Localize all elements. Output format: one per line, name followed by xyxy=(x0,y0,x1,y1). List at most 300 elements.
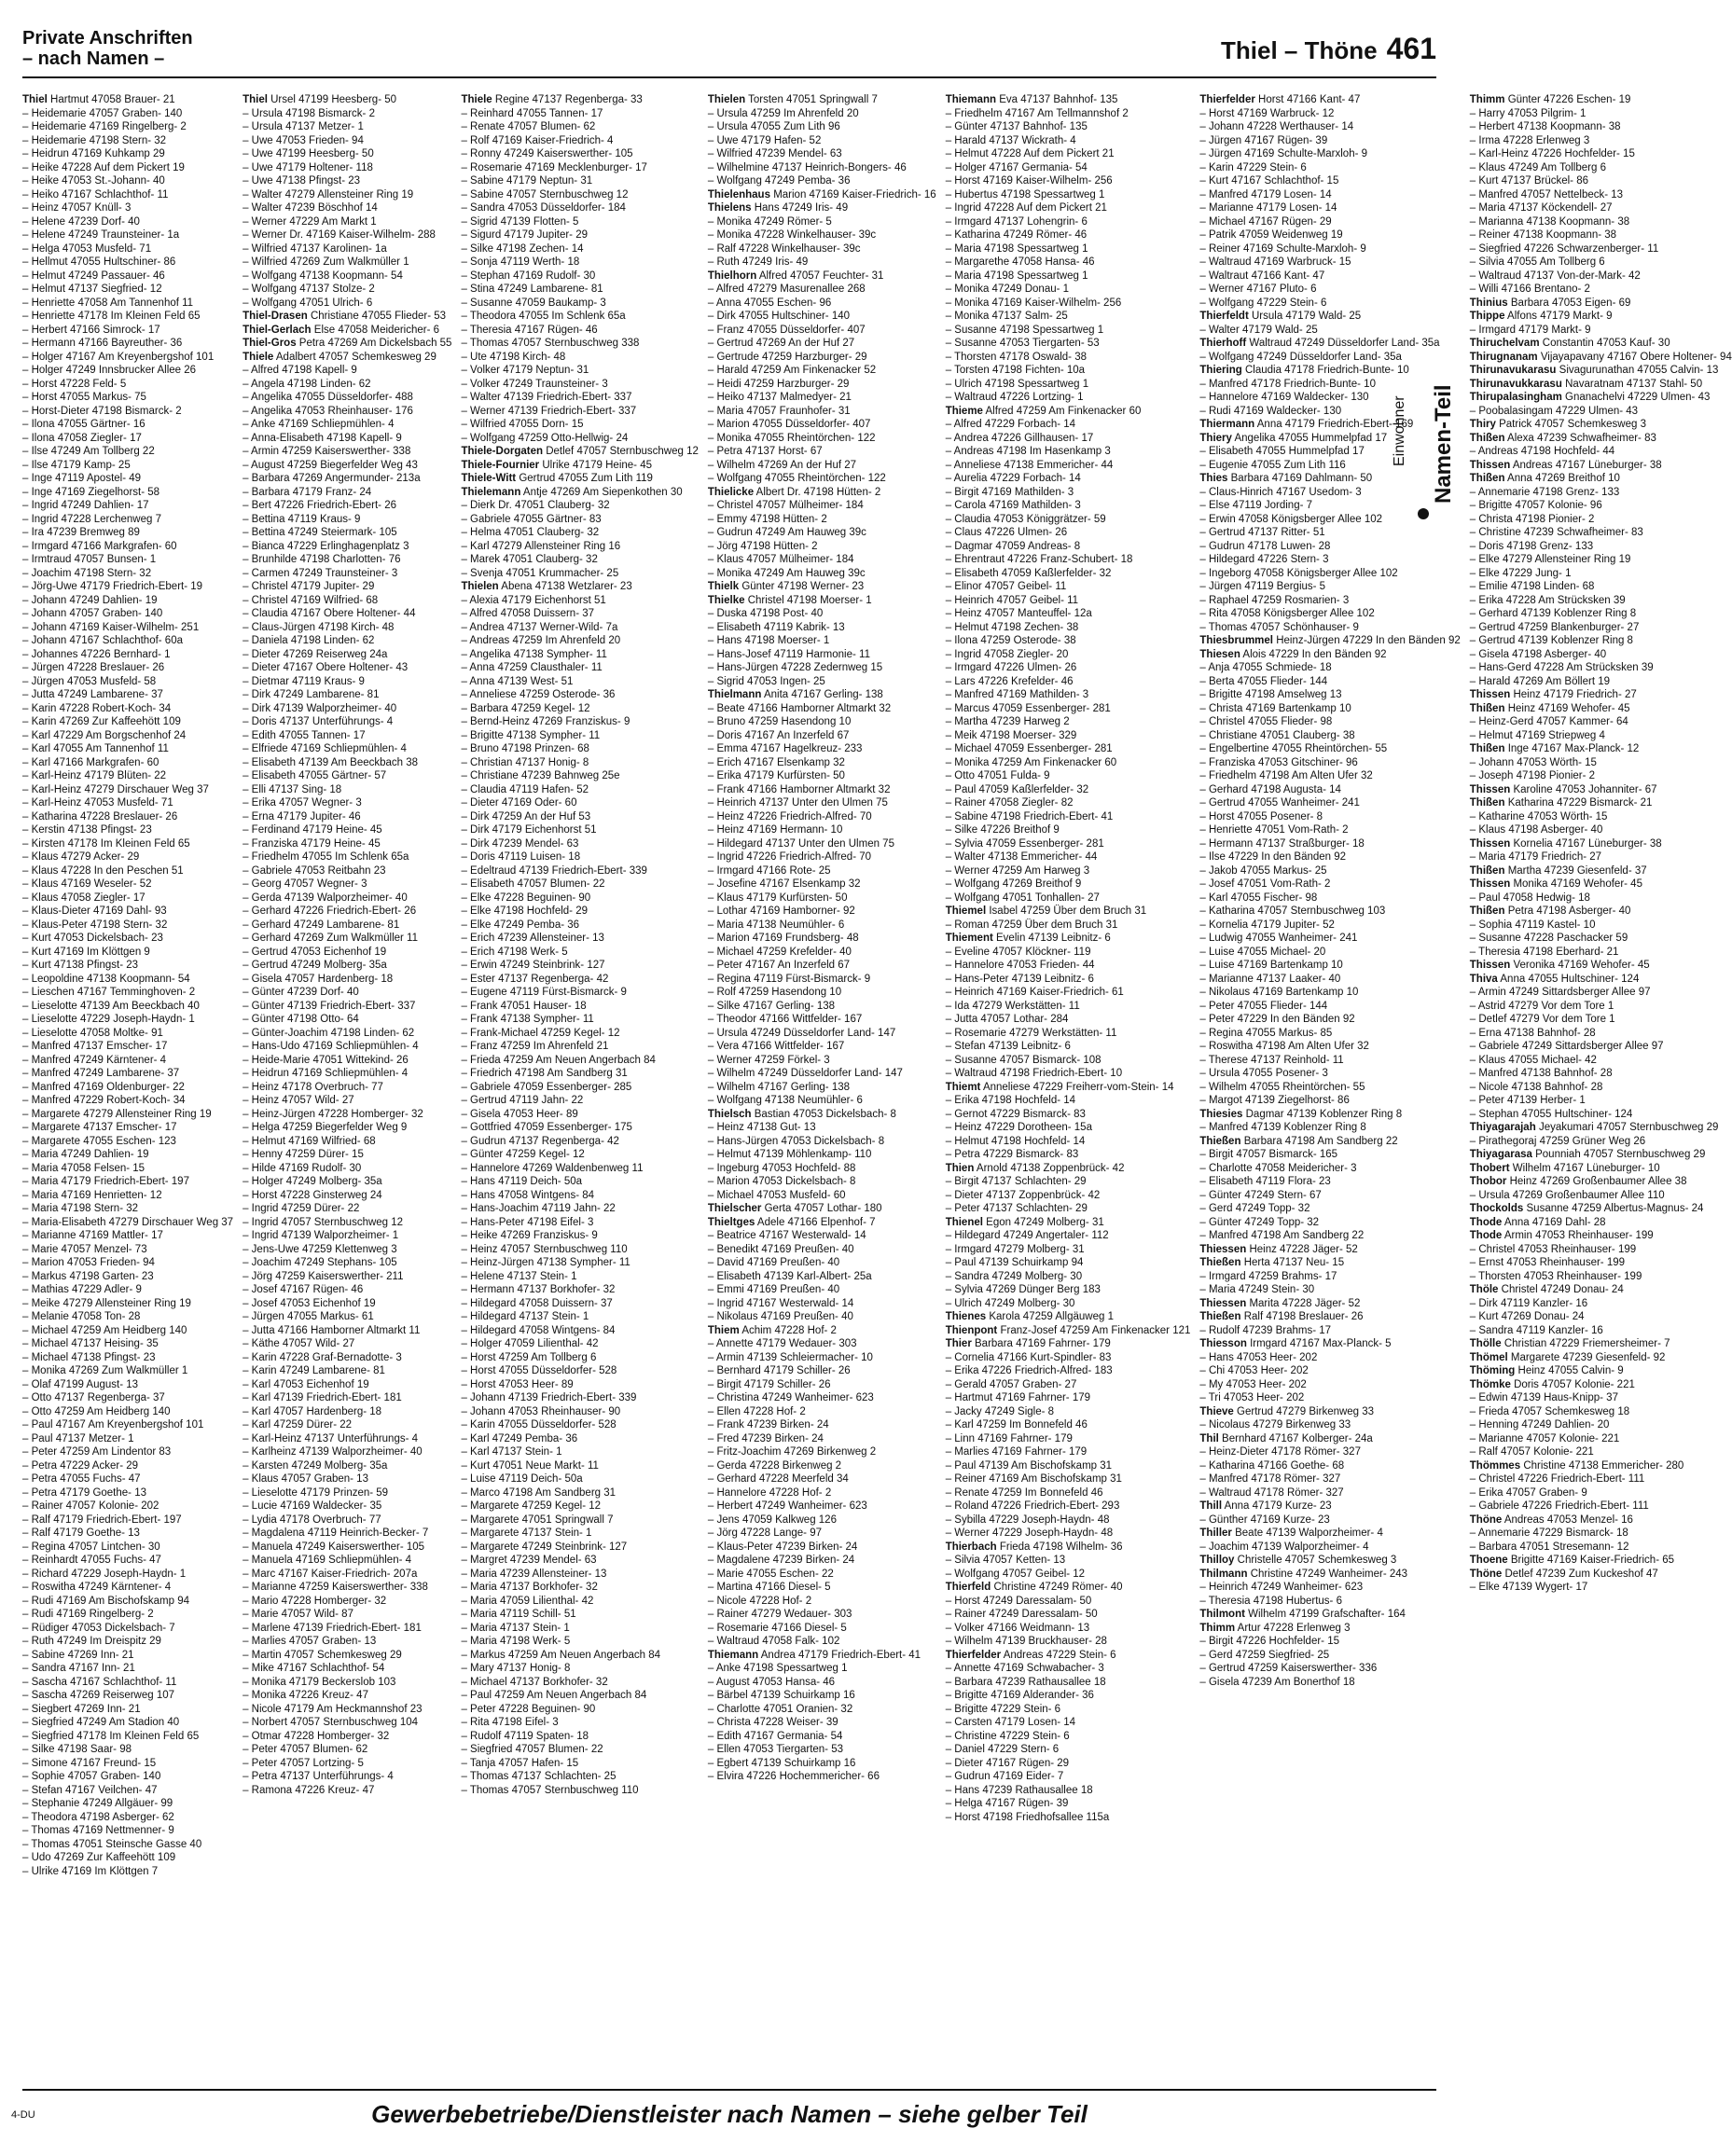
entry-text: Marion 47169 Kaiser-Friedrich- 16 xyxy=(773,188,936,200)
entry-text: – Elisabeth 47059 Kaßlerfelder- 32 xyxy=(945,567,1112,579)
entry-text: – Andreas 47259 Im Ahrenfeld 20 xyxy=(461,635,621,646)
directory-entry xyxy=(22,1743,233,1757)
directory-column xyxy=(242,93,451,2078)
directory-entry xyxy=(708,1432,936,1446)
entry-text: – Hartmut 47169 Fahrner- 179 xyxy=(945,1392,1091,1403)
directory-entry xyxy=(708,973,936,987)
directory-entry xyxy=(946,1229,1191,1243)
directory-entry xyxy=(242,1081,451,1095)
directory-entry xyxy=(1199,215,1460,229)
surname: Thißen xyxy=(1469,432,1505,444)
directory-entry xyxy=(708,1270,936,1284)
entry-text: – Karl 47249 Pemba- 36 xyxy=(461,1432,578,1444)
entry-text: – Nikolaus 47169 Bartenkamp 10 xyxy=(1199,987,1359,998)
entry-text: – Wilhelm 47249 Düsseldorfer Land- 147 xyxy=(707,1068,903,1079)
entry-text: – Ursula 47137 Metzer- 1 xyxy=(242,121,364,132)
directory-entry xyxy=(1199,1418,1460,1432)
entry-text: – Marc 47167 Kaiser-Friedrich- 207a xyxy=(242,1568,418,1580)
entry-text: – Ursula 47198 Bismarck- 2 xyxy=(242,107,375,119)
entry-text: – Wilfried 47269 Zum Walkmüller 1 xyxy=(242,256,409,268)
directory-entry xyxy=(22,1013,233,1027)
surname: Thißen xyxy=(1469,905,1505,917)
directory-entry xyxy=(22,120,233,134)
entry-text: – Margot 47139 Ziegelhorst- 86 xyxy=(1199,1095,1350,1106)
directory-entry xyxy=(1470,986,1732,1000)
entry-text: – Silke 47167 Gerling- 138 xyxy=(707,1000,836,1012)
directory-entry xyxy=(461,459,698,473)
entry-text: – Jacky 47249 Sigle- 8 xyxy=(945,1405,1055,1417)
entry-text: – Ira 47239 Bremweg 89 xyxy=(22,527,140,538)
entry-text: – Johann 47053 Wörth- 15 xyxy=(1469,756,1597,768)
entry-text: – Gerhard 47249 Lambarene- 81 xyxy=(242,919,400,931)
entry-text: – Wolfgang 47051 Tonhallen- 27 xyxy=(945,891,1100,904)
entry-text: – Svenja 47051 Krummacher- 25 xyxy=(461,567,619,579)
entry-text: – Johann 47167 Schlachthof- 60a xyxy=(22,635,183,646)
directory-entry xyxy=(1199,1081,1460,1095)
directory-entry xyxy=(461,1378,698,1392)
directory-entry xyxy=(461,526,698,540)
directory-entry xyxy=(708,1418,936,1432)
entry-text: – Claudia 47053 Königgrätzer- 59 xyxy=(945,513,1106,525)
directory-entry xyxy=(946,742,1191,756)
entry-text: – Günter 47239 Dorf- 40 xyxy=(242,987,359,998)
entry-text: Gerta 47057 Lothar- 180 xyxy=(764,1203,882,1214)
directory-entry xyxy=(1470,378,1732,392)
directory-entry xyxy=(242,946,451,960)
directory-entry xyxy=(22,1270,233,1284)
directory-entry xyxy=(1199,256,1460,270)
entry-text: – Anke 47198 Spessartweg 1 xyxy=(707,1663,848,1674)
directory-entry xyxy=(242,932,451,946)
directory-entry xyxy=(22,1000,233,1014)
entry-text: – Günter 47139 Friedrich-Ebert- 337 xyxy=(242,1000,416,1012)
name-range xyxy=(1221,32,1436,66)
entry-text: – Henny 47259 Dürer- 15 xyxy=(242,1149,364,1160)
entry-text: – Christel 47055 Flieder- 98 xyxy=(1199,716,1333,727)
directory-entry xyxy=(946,391,1191,405)
entry-text: – Christine 47229 Stein- 6 xyxy=(945,1730,1070,1742)
directory-entry xyxy=(22,621,233,635)
entry-text: Ursel 47199 Heesberg- 50 xyxy=(270,94,397,105)
entry-text: Regine 47137 Regenberga- 33 xyxy=(494,94,643,105)
entry-text: – Heinz 47057 Knüll- 3 xyxy=(22,202,132,214)
entry-text: – Elisabeth 47055 Hummelpfad 17 xyxy=(1199,446,1365,457)
directory-entry xyxy=(708,1189,936,1203)
directory-entry xyxy=(22,1135,233,1149)
entry-text: – Kurt 47138 Pfingst- 23 xyxy=(22,960,139,971)
entry-text: – Karl 47137 Stein- 1 xyxy=(461,1446,562,1458)
directory-entry xyxy=(1199,1094,1460,1108)
directory-entry xyxy=(22,270,233,283)
entry-text: Detlef 47057 Sternbuschweg 12 xyxy=(546,446,699,457)
surname: Thilmont xyxy=(1199,1609,1245,1620)
directory-entry xyxy=(946,215,1191,229)
entry-text: – Werner Dr. 47169 Kaiser-Wilhelm- 288 xyxy=(242,229,436,241)
directory-entry xyxy=(242,1486,451,1500)
entry-text: – Holger 47249 Molberg- 35a xyxy=(242,1176,382,1187)
entry-text: – Otmar 47228 Homberger- 32 xyxy=(242,1730,390,1742)
surname: Thiyagarajah xyxy=(1469,1122,1536,1133)
entry-text: – Erika 47057 Graben- 9 xyxy=(1469,1486,1587,1499)
entry-text: – Johann 47139 Friedrich-Ebert- 339 xyxy=(461,1392,637,1403)
directory-entry xyxy=(22,147,233,161)
entry-text: – Ingeborg 47058 Königsberger Allee 102 xyxy=(1199,567,1398,579)
entry-text: – Johann 47057 Graben- 140 xyxy=(22,608,163,619)
directory-entry xyxy=(946,688,1191,702)
entry-text: Andrea 47179 Friedrich-Ebert- 41 xyxy=(760,1649,921,1661)
directory-entry xyxy=(1199,742,1460,756)
directory-entry xyxy=(242,1622,451,1636)
directory-entry xyxy=(946,1202,1191,1216)
directory-entry xyxy=(1470,1054,1732,1068)
directory-entry xyxy=(242,742,451,756)
directory-entry xyxy=(1199,1445,1460,1459)
directory-entry xyxy=(946,1581,1191,1595)
entry-text: – Brigitte 47169 Alderander- 36 xyxy=(945,1690,1094,1701)
directory-entry xyxy=(708,1459,936,1473)
entry-text: – Karin 47228 Robert-Koch- 34 xyxy=(22,702,172,714)
entry-text: – Gertrud 47249 Molberg- 35a xyxy=(242,960,387,971)
entry-text: – Frank 47051 Hauser- 18 xyxy=(461,1000,587,1012)
entry-text: – Wilhelm 47269 An der Huf 27 xyxy=(707,459,857,471)
entry-text: Barbara 47169 Fahrner- 179 xyxy=(975,1338,1111,1349)
directory-entry xyxy=(946,1730,1191,1744)
entry-text: – Frank 47138 Sympher- 11 xyxy=(461,1014,594,1025)
entry-text: Beate 47139 Walporzheimer- 4 xyxy=(1235,1527,1383,1539)
entry-text: – Heinz 47138 Gut- 13 xyxy=(707,1122,816,1133)
entry-text: – Richard 47229 Joseph-Haydn- 1 xyxy=(22,1568,187,1580)
directory-entry xyxy=(1199,959,1460,973)
entry-text: – Theodora 47198 Asberger- 62 xyxy=(22,1811,174,1823)
entry-text: – Horst 47053 Heer- 89 xyxy=(461,1378,574,1390)
entry-text: – Lieselotte 47179 Prinzen- 59 xyxy=(242,1486,389,1499)
entry-text: – Uwe 47199 Heesberg- 50 xyxy=(242,148,374,159)
directory-entry xyxy=(1470,1405,1732,1419)
entry-text: – Klaus 47055 Michael- 42 xyxy=(1469,1054,1597,1066)
directory-entry xyxy=(1199,1256,1460,1270)
entry-text: – Helga 47259 Biegerfelder Weg 9 xyxy=(242,1122,408,1133)
entry-text: – Wolfgang 47138 Koopmann- 54 xyxy=(242,270,403,282)
entry-text: – Horst 47169 Kaiser-Wilhelm- 256 xyxy=(945,175,1113,187)
entry-text: – Margret 47239 Mendel- 63 xyxy=(461,1555,597,1566)
directory-entry xyxy=(708,946,936,960)
surname: Thiemt xyxy=(945,1081,981,1093)
directory-entry xyxy=(1199,1568,1460,1582)
surname: Thiel xyxy=(22,94,48,105)
directory-entry xyxy=(242,526,451,540)
entry-text: – Michael 47259 Am Heidberg 140 xyxy=(22,1324,187,1336)
directory-entry xyxy=(708,1770,936,1784)
entry-text: – Gertrud 47139 Koblenzer Ring 8 xyxy=(1469,635,1633,646)
directory-entry xyxy=(708,878,936,891)
directory-entry xyxy=(461,215,698,229)
entry-text: – Alfred 47198 Kapell- 9 xyxy=(242,365,357,376)
directory-entry xyxy=(461,1432,698,1446)
directory-entry xyxy=(242,769,451,783)
entry-text: – Udo 47269 Zur Kaffeehött 109 xyxy=(22,1852,176,1863)
entry-text: – Charlotte 47058 Meidericher- 3 xyxy=(1199,1162,1357,1174)
entry-text: – Sonja 47119 Werth- 18 xyxy=(461,256,580,268)
entry-text: – Heide-Marie 47051 Wittekind- 26 xyxy=(242,1054,409,1066)
entry-text: – Rainer 47057 Kolonie- 202 xyxy=(22,1500,159,1512)
entry-text: – Uwe 47138 Pfingst- 23 xyxy=(242,175,361,187)
entry-text: – Rudi 47169 Ringelberg- 2 xyxy=(22,1609,154,1620)
entry-text: – Raphael 47259 Rosmarien- 3 xyxy=(1199,594,1350,606)
entry-text: – Ilse 47249 Am Tollberg 22 xyxy=(22,446,155,457)
directory-entry xyxy=(1199,973,1460,987)
entry-text: – Beatrice 47167 Westerwald- 14 xyxy=(707,1230,866,1241)
entry-text: – Wilhelmine 47137 Heinrich-Bongers- 46 xyxy=(707,161,907,173)
entry-text: – Marianne 47179 Losen- 14 xyxy=(1199,202,1337,214)
directory-entry xyxy=(1199,796,1460,810)
directory-entry xyxy=(946,188,1191,202)
directory-entry xyxy=(22,161,233,175)
directory-entry xyxy=(461,1622,698,1636)
surname: Thimm xyxy=(1469,94,1505,105)
directory-entry xyxy=(1470,634,1732,648)
directory-entry xyxy=(242,228,451,242)
entry-text: – Gerda 47139 Walporzheimer- 40 xyxy=(242,891,408,904)
directory-entry xyxy=(946,459,1191,473)
entry-text: – Kurt 47169 Im Klöttgen 9 xyxy=(22,946,150,958)
directory-entry xyxy=(1470,1581,1732,1595)
entry-text: – Ingrid 47167 Westerwald- 14 xyxy=(707,1297,854,1309)
entry-text: – Lieselotte 47139 Am Beeckbach 40 xyxy=(22,1000,200,1012)
entry-text: – Bianca 47229 Erlinghagenplatz 3 xyxy=(242,540,409,552)
entry-text: – Marion 47055 Düsseldorfer- 407 xyxy=(707,419,871,430)
surname: Thiruchelvam xyxy=(1469,338,1540,349)
directory-entry xyxy=(22,986,233,1000)
directory-entry xyxy=(946,1622,1191,1636)
entry-text: – Reiner 47169 Schulte-Marxloh- 9 xyxy=(1199,242,1366,255)
directory-entry xyxy=(22,1676,233,1690)
entry-text: – Irmgard 47259 Brahms- 17 xyxy=(1199,1270,1337,1282)
directory-entry xyxy=(1199,107,1460,121)
directory-entry xyxy=(1470,932,1732,946)
entry-text: – Susanne 47198 Spessartweg 1 xyxy=(945,324,1104,336)
directory-entry xyxy=(242,675,451,689)
entry-text: – Paul 47137 Metzer- 1 xyxy=(22,1432,134,1444)
entry-text: – Herbert 47249 Wanheimer- 623 xyxy=(707,1500,867,1512)
entry-text: – Armin 47259 Kaiserswerther- 338 xyxy=(242,446,411,457)
entry-text: – Ursula 47055 Posener- 3 xyxy=(1199,1068,1328,1079)
entry-text: – Jürgen 47055 Markus- 61 xyxy=(242,1311,374,1322)
directory-entry xyxy=(22,1581,233,1595)
entry-text: – Maria 47198 Stern- 32 xyxy=(22,1203,139,1214)
directory-entry xyxy=(461,337,698,351)
directory-entry xyxy=(461,1635,698,1649)
entry-text: – Johann 47169 Kaiser-Wilhelm- 251 xyxy=(22,621,200,633)
directory-entry xyxy=(708,405,936,419)
entry-text: – Helmut 47169 Wilfried- 68 xyxy=(242,1135,376,1147)
entry-text: – Günter 47259 Kegel- 12 xyxy=(461,1149,585,1160)
entry-text: – Sophia 47119 Kastel- 10 xyxy=(1469,919,1596,931)
directory-entry xyxy=(1470,661,1732,675)
directory-entry xyxy=(1199,823,1460,837)
directory-entry xyxy=(242,1432,451,1446)
entry-text: – Inge 47169 Ziegelhorst- 58 xyxy=(22,486,160,498)
directory-entry xyxy=(461,864,698,878)
entry-text: – Emmi 47169 Preußen- 40 xyxy=(707,1284,840,1295)
entry-text: – Paul 47059 Kaßlerfelder- 32 xyxy=(945,783,1089,795)
entry-text: Artur 47228 Erlenweg 3 xyxy=(1237,1622,1351,1634)
entry-text: – Hans 47119 Deich- 50a xyxy=(461,1176,583,1187)
directory-entry xyxy=(1199,1054,1460,1068)
directory-entry xyxy=(461,161,698,175)
directory-entry xyxy=(946,337,1191,351)
entry-text: – Inge 47119 Apostel- 49 xyxy=(22,473,142,484)
entry-text: – Renate 47259 Im Bonnefeld 46 xyxy=(945,1486,1103,1499)
surname: Thissen xyxy=(1469,837,1511,850)
entry-text: – Dieter 47169 Oder- 60 xyxy=(461,797,577,808)
entry-text: Adele 47166 Elpenhof- 7 xyxy=(756,1216,876,1228)
directory-entry xyxy=(1199,756,1460,770)
entry-text: – Barbara 47259 Kegel- 12 xyxy=(461,702,590,714)
entry-text: – Karl-Heinz 47226 Hochfelder- 15 xyxy=(1469,148,1635,159)
directory-entry xyxy=(1470,297,1732,311)
directory-entry xyxy=(1199,1595,1460,1609)
entry-text: – Erika 47057 Wegner- 3 xyxy=(242,797,362,808)
directory-entry xyxy=(946,919,1191,933)
directory-entry xyxy=(708,1229,936,1243)
directory-entry xyxy=(1470,270,1732,283)
directory-entry xyxy=(1470,1324,1732,1338)
entry-text: – Regina 47119 Fürst-Bismarck- 9 xyxy=(707,973,871,985)
entry-text: Achim 47228 Hof- 2 xyxy=(741,1324,837,1336)
directory-entry xyxy=(22,107,233,121)
directory-entry xyxy=(1470,823,1732,837)
directory-entry xyxy=(1470,1243,1732,1257)
directory-entry xyxy=(946,1175,1191,1189)
directory-entry xyxy=(708,810,936,824)
entry-text: – Ernst 47053 Rheinhauser- 199 xyxy=(1469,1257,1626,1268)
directory-entry xyxy=(461,147,698,161)
directory-entry xyxy=(708,459,936,473)
entry-text: – Klaus 47169 Weseler- 52 xyxy=(22,878,152,890)
directory-entry xyxy=(946,432,1191,446)
entry-text: – Mathias 47229 Adler- 9 xyxy=(22,1284,142,1295)
directory-entry xyxy=(708,228,936,242)
entry-text: – Waltraud 47058 Falk- 102 xyxy=(707,1636,840,1647)
entry-text: – Markus 47198 Garten- 23 xyxy=(22,1270,154,1282)
directory-entry xyxy=(1199,905,1460,919)
surname: Thienpont xyxy=(945,1324,998,1336)
entry-text: Wilhelm 47199 Grafschafter- 164 xyxy=(1248,1609,1406,1620)
footer-note: Gewerbebetriebe/Dienstleister nach Namen – siehe gelber Teil xyxy=(371,2100,1088,2128)
entry-text: – Hildegard 47226 Stern- 3 xyxy=(1199,554,1329,565)
surname: Thierfeldt xyxy=(1199,311,1249,322)
directory-entry xyxy=(22,1689,233,1703)
directory-entry xyxy=(242,147,451,161)
directory-entry xyxy=(946,796,1191,810)
directory-entry xyxy=(708,634,936,648)
directory-entry xyxy=(22,1121,233,1135)
directory-entry xyxy=(22,1824,233,1838)
entry-text: – Hildegard 47058 Wintgens- 84 xyxy=(461,1324,616,1336)
entry-text: – Karl 47139 Friedrich-Ebert- 181 xyxy=(242,1392,402,1403)
entry-text: Gertrud 47279 Birkenweg 33 xyxy=(1237,1405,1375,1417)
directory-entry xyxy=(946,1013,1191,1027)
surname: Thobor xyxy=(1469,1176,1507,1187)
directory-entry xyxy=(1199,1067,1460,1081)
entry-text: – Rudolf 47119 Spaten- 18 xyxy=(461,1730,589,1742)
directory-entry xyxy=(461,270,698,283)
entry-text: Alfred 47057 Feuchter- 31 xyxy=(758,270,884,282)
entry-text: – Klaus 47279 Acker- 29 xyxy=(22,851,140,863)
entry-text: – Edwin 47139 Haus-Knipp- 37 xyxy=(1469,1392,1618,1403)
directory-entry xyxy=(461,378,698,392)
entry-text: – Gerhard 47139 Koblenzer Ring 8 xyxy=(1469,608,1637,619)
directory-entry xyxy=(1199,607,1460,621)
entry-text: Patrick 47057 Schemkesweg 3 xyxy=(1499,419,1646,430)
entry-text: – Katharina 47166 Goethe- 68 xyxy=(1199,1459,1345,1472)
directory-entry xyxy=(242,567,451,581)
directory-entry xyxy=(946,580,1191,594)
directory-entry xyxy=(22,1310,233,1324)
page-number: 461 xyxy=(1386,32,1436,65)
entry-text: – Reiner 47169 Am Bischofskamp 31 xyxy=(945,1473,1122,1485)
entry-text: – Hans-Peter 47198 Eifel- 3 xyxy=(461,1216,594,1228)
directory-entry xyxy=(242,1554,451,1568)
directory-entry xyxy=(242,93,451,107)
directory-entry xyxy=(1470,513,1732,527)
entry-text: – Helmut 47249 Passauer- 46 xyxy=(22,270,165,282)
surname: Thissen xyxy=(1469,689,1511,700)
directory-entry xyxy=(1470,499,1732,513)
directory-entry xyxy=(1199,946,1460,960)
entry-text: – Elisabeth 47057 Blumen- 22 xyxy=(461,878,605,890)
entry-text: – Marlene 47139 Friedrich-Ebert- 181 xyxy=(242,1622,422,1634)
entry-text: – Hans-Josef 47119 Harmonie- 11 xyxy=(707,648,870,660)
directory-entry xyxy=(708,702,936,716)
entry-text: – Manfred 47178 Friedrich-Bunte- 10 xyxy=(1199,378,1376,390)
entry-text: Kornelia 47167 Lüneburger- 38 xyxy=(1513,837,1662,850)
directory-entry xyxy=(1470,1229,1732,1243)
entry-text: – Christiane 47239 Bahnweg 25e xyxy=(461,770,620,781)
directory-entry xyxy=(946,594,1191,608)
directory-entry xyxy=(461,297,698,311)
entry-text: – Maria 47239 Allensteiner- 13 xyxy=(461,1568,607,1580)
directory-entry xyxy=(461,729,698,743)
entry-text: – Kurt 47137 Brückel- 86 xyxy=(1469,175,1588,187)
directory-entry xyxy=(946,702,1191,716)
entry-text: Waltraud 47249 Düsseldorfer Land- 35a xyxy=(1249,338,1440,349)
surname: Thienes xyxy=(945,1311,987,1322)
entry-text: – Maria 47137 Köckendell- 27 xyxy=(1469,202,1613,214)
entry-text: – Engelbertine 47055 Rheintörchen- 55 xyxy=(1199,743,1388,754)
entry-text: – Bruno 47259 Hasendong 10 xyxy=(707,716,852,727)
entry-text: – Manfred 47139 Koblenzer Ring 8 xyxy=(1199,1122,1366,1133)
entry-text: – Manfred 47057 Nettelbeck- 13 xyxy=(1469,188,1624,200)
directory-entry xyxy=(946,107,1191,121)
entry-text: – Ralf 47228 Winkelhauser- 39c xyxy=(707,242,861,255)
entry-text: – Joachim 47198 Stern- 32 xyxy=(22,567,152,579)
directory-entry xyxy=(22,567,233,581)
entry-text: – Christel 47169 Wilfried- 68 xyxy=(242,594,379,606)
directory-entry xyxy=(22,1851,233,1865)
surname: Thien xyxy=(945,1162,975,1174)
directory-entry xyxy=(946,472,1191,486)
directory-entry xyxy=(946,1703,1191,1717)
entry-text: Susanne 47259 Albertus-Magnus- 24 xyxy=(1526,1203,1704,1214)
entry-text: – Volker 47179 Neptun- 31 xyxy=(461,365,589,376)
surname: Thieve xyxy=(1199,1405,1234,1417)
directory-entry xyxy=(242,621,451,635)
entry-text: – Ralf 47179 Friedrich-Ebert- 197 xyxy=(22,1513,182,1526)
directory-entry xyxy=(946,1351,1191,1365)
entry-text: – Rosemarie 47166 Diesel- 5 xyxy=(707,1622,847,1634)
directory-entry xyxy=(242,1689,451,1703)
